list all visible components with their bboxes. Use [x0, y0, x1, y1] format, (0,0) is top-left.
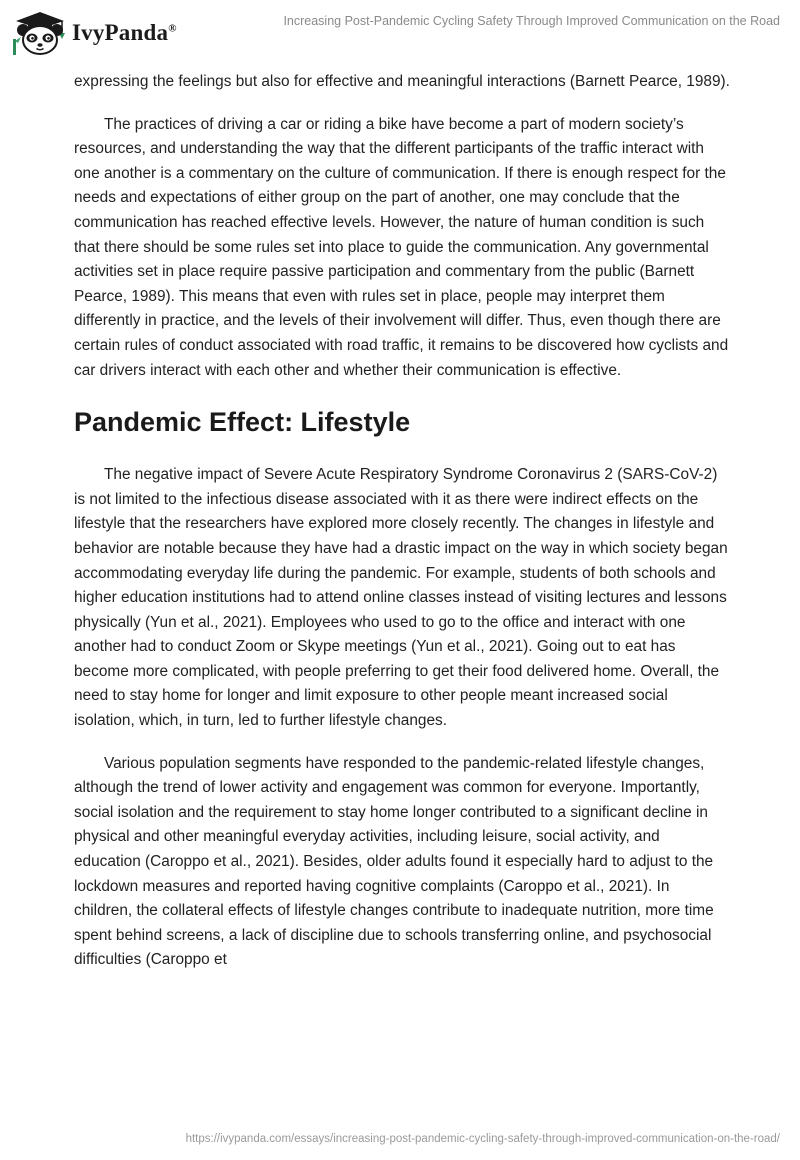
paragraph: expressing the feelings but also for effective and meaningful interactions (Barnett Pearce, 1989). [74, 73, 730, 90]
section-heading: Pandemic Effect: Lifestyle [74, 407, 411, 438]
document-title: Increasing Post-Pandemic Cycling Safety Through Improved Communication on the Road [283, 14, 780, 28]
paragraph: Various population segments have responded to the pandemic-related lifestyle changes, although the trend of lower activity and engagement was common for everyone. Importantly, social isolation and the requirement to stay home longer contributed to a significant decline in physical and other meaningful everyday activities, including leisure, social activity, and education (Caroppo et al., 2021). Besides, older adults found it especially hard to adjust to the lockdown measures and reported having cognitive complaints (Caroppo et al., 2021). In children, the collateral effects of lifestyle changes contribute to inadequate nutrition, more time spent behind screens, a lack of discipline due to schools transferring online, and psychosocial difficulties (Caroppo et [74, 754, 714, 969]
essay-content [74, 70, 730, 991]
logo-wordmark: IvyPanda® [72, 20, 177, 45]
footer-source-url[interactable]: https://ivypanda.com/essays/increasing-post-pandemic-cycling-safety-through-improved-communication-on-the-road/ [185, 1133, 780, 1145]
header [0, 0, 800, 62]
paragraph: The practices of driving a car or riding a bike have become a part of modern society’s resources, and understanding the way that the different participants of the traffic interact with one another is a commentary on the culture of communication. If there is enough respect for the needs and expectations of either group on the part of another, one may conclude that the communication has reached effective levels. However, the nature of human condition is such that there should be some rules set into place to guide the communication. Any governmental activities set in place require passive participation and commentary from the public (Barnett Pearce, 1989). This means that even with rules set in place, people may interpret them differently in practice, and the levels of their involvement will differ. Thus, even though there are certain rules of conduct associated with road traffic, it remains to be discovered how cyclists and car drivers interact with each other and whether their communication is effective. [74, 115, 729, 379]
paragraph: The negative impact of Severe Acute Respiratory Syndrome Coronavirus 2 (SARS-CoV-2) is not limited to the infectious disease associated with it as there were indirect effects on the lifestyle that the researchers have explored more closely recently. The changes in lifestyle and behavior are notable because they have had a drastic impact on the way in which society began accommodating everyday life during the pandemic. For example, students of both schools and higher education institutions had to attend online classes instead of visiting lectures and lessons physically (Yun et al., 2021). Employees who used to go to the office and interact with one another had to conduct Zoom or Skype meetings (Yun et al., 2021). Going out to eat has become more complicated, with people preferring to get their food delivered home. Overall, the need to stay home for longer and limit exposure to other people meant increased social isolation, which, in turn, led to further lifestyle changes. [74, 466, 728, 730]
panda-graduate-icon [10, 9, 68, 57]
logo[interactable] [10, 8, 210, 58]
